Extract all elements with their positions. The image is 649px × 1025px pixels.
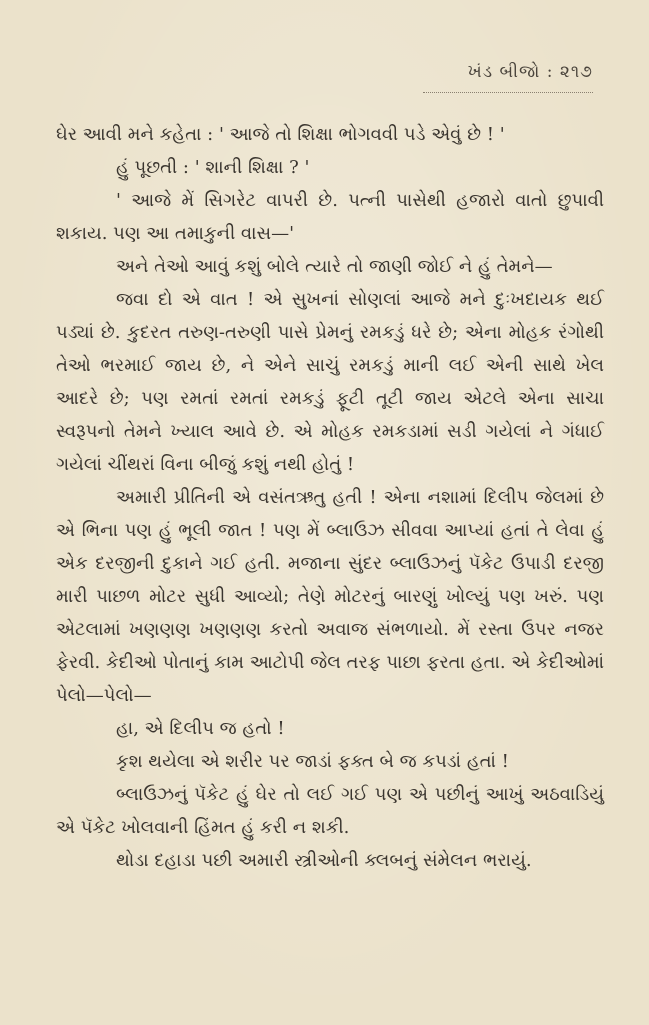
paragraph: કૃશ થયેલા એ શરીર પર જાડાં ફક્ત બે જ કપડાં હતાં ! <box>116 751 509 772</box>
running-head <box>423 62 593 93</box>
paragraph: અમારી પ્રીતિની એ વસંતઋતુ હતી ! એના નશામાં દિલીપ જેલમાં છે એ ભિના પણ હું ભૂલી જાત ! પણ મેં બ્લાઉઝ સીવવા આપ્યાં હતાં તે લેવા હું એક દરજીની દુકાને ગઈ હતી. મજાના સુંદર બ્લાઉઝનું પૅકેટ ઉપાડી દરજી મારી પાછળ મોટર સુધી આવ્યો; તેણે મોટરનું બારણું ખોલ્યું પણ ખરું. પણ એટલામાં ખણણણ ખણણણ કરતો અવાજ સંભળાયો. મેં રસ્તા ઉપર નજર ફેરવી. કેદીઓ પોતાનું કામ આટોપી જેલ તરફ પાછા ફરતા હતા. એ કેદીઓમાં પેલો—પેલો— <box>56 487 604 706</box>
paragraph: બ્લાઉઝનું પૅકેટ હું ઘેર તો લઈ ગઈ પણ એ પછીનું આખું અઠવાડિયું એ પૅકેટ ખોલવાની હિંમત હું કરી ન શકી. <box>56 784 604 838</box>
running-head-text: ખંડ બીજો : ૨૧૭ <box>467 62 593 82</box>
paragraph: હું પૂછતી : ' શાની શિક્ષા ? ' <box>116 157 310 178</box>
paragraph: જવા દો એ વાત ! એ સુખનાં સોણલાં આજે મને દુઃખદાયક થઈ પડ્યાં છે. કુદરત તરુણ-તરુણી પાસે પ્રેમનું રમકડું ધરે છે; એના મોહક રંગોથી તેઓ ભરમાઈ જાય છે, ને એને સાચું રમકડું માની લઈ એની સાથે ખેલ આદરે છે; પણ રમતાં રમતાં રમકડું ફૂટી તૂટી જાય એટલે એના સાચા સ્વરૂપનો તેમને ખ્યાલ આવે છે. એ મોહક રમકડામાં સડી ગયેલાં ને ગંધાઈ ગયેલાં ચીંથરાં વિના બીજું કશું નથી હોતું ! <box>56 289 604 475</box>
body-text <box>56 118 604 877</box>
paragraph: ઘેર આવી મને કહેતા : ' આજે તો શિક્ષા ભોગવવી પડે એવું છે ! ' <box>56 124 505 145</box>
paragraph: ' આજે મેં સિગરેટ વાપરી છે. પત્ની પાસેથી હજારો વાતો છુપાવી શકાય. પણ આ તમાકુની વાસ—' <box>56 190 604 244</box>
paragraph: અને તેઓ આવું કશું બોલે ત્યારે તો જાણી જોઈ ને હું તેમને— <box>116 256 553 277</box>
running-head-underline <box>423 86 593 93</box>
paragraph: થોડા દહાડા પછી અમારી સ્ત્રીઓની ક્લબનું સંમેલન ભરાયું. <box>116 850 532 871</box>
paragraph: હા, એ દિલીપ જ હતો ! <box>116 718 285 739</box>
